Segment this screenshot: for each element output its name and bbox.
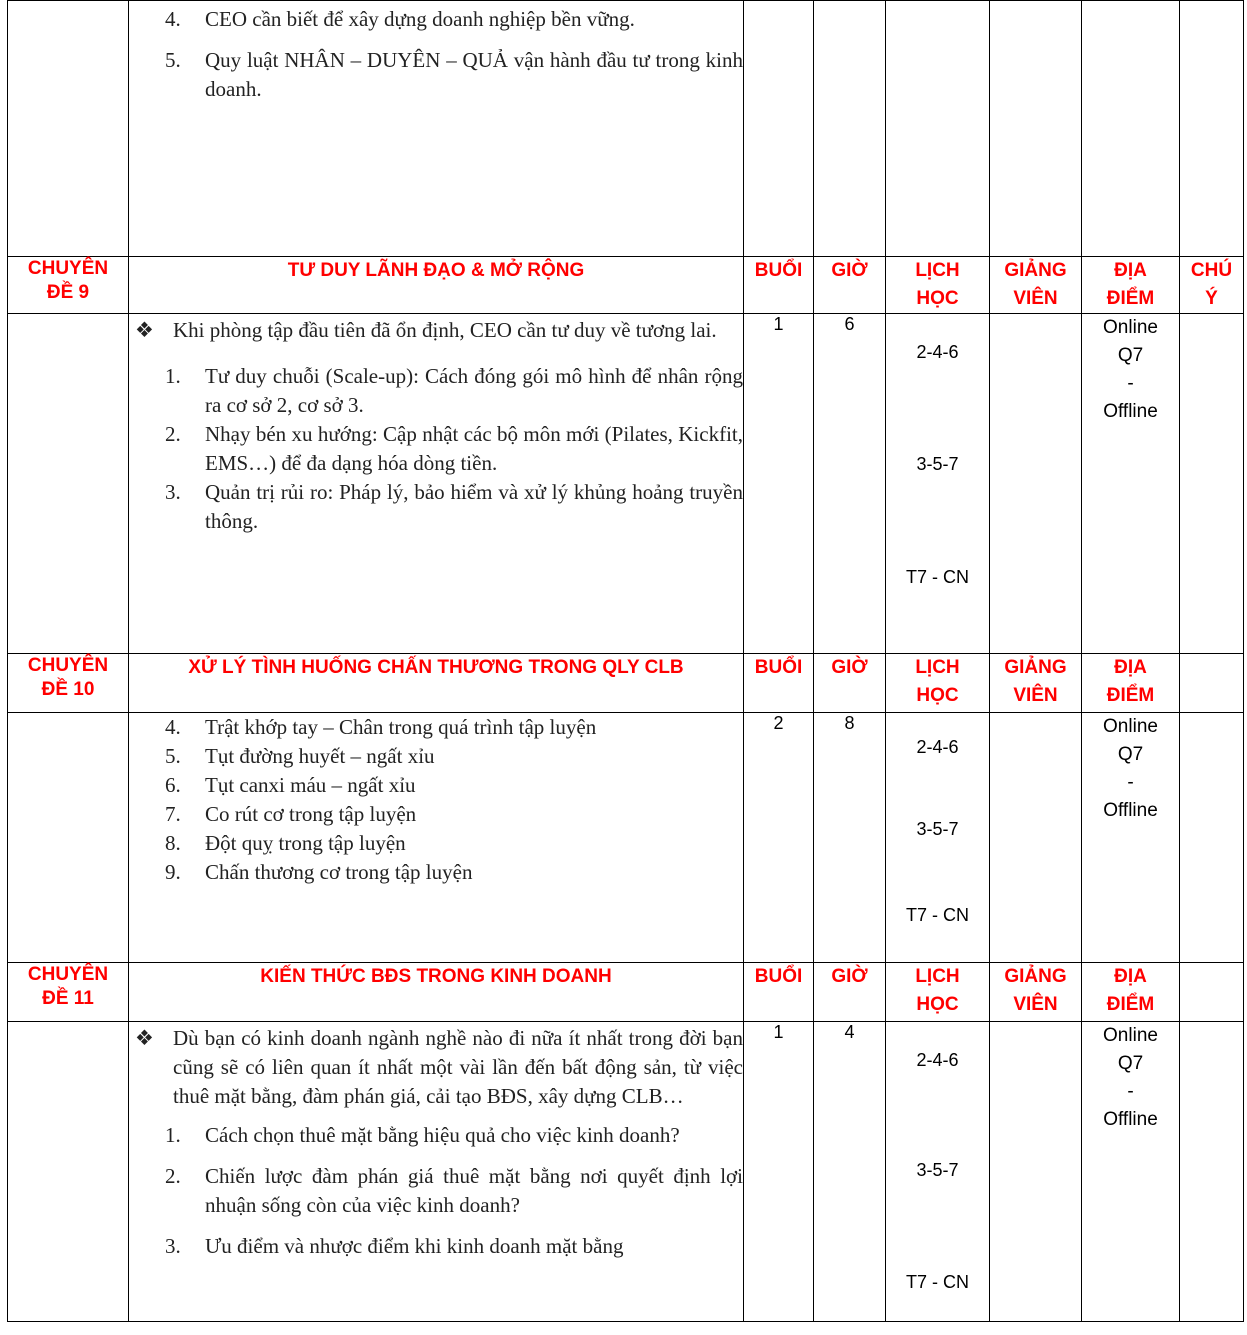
col-gio: GIỜ [814, 654, 886, 713]
col-buoi: BUỔI [744, 257, 814, 314]
topic-cell [129, 1022, 744, 1322]
col-dia-diem: ĐỊA ĐIỂM [1082, 963, 1180, 1022]
list-item: 4. CEO cần biết để xây dựng doanh nghiệp bền vững. [165, 7, 635, 31]
list-item: 3. Quản trị rủi ro: Pháp lý, bảo hiểm và xử lý khủng hoảng truyền thông. [165, 480, 743, 533]
schedule-cell [886, 314, 990, 654]
sessions-value: 2 [744, 713, 814, 963]
list-item: 7. Co rút cơ trong tập luyện [165, 802, 417, 826]
list-item: 3. Ưu điểm và nhược điểm khi kinh doanh mặt bằng [165, 1234, 624, 1258]
section-title: XỬ LÝ TÌNH HUỐNG CHẤN THƯƠNG TRONG QLY CLB [129, 654, 744, 713]
topic-cell [129, 1, 744, 257]
list-item: 5. Quy luật NHÂN – DUYÊN – QUẢ vận hành đầu tư trong kinh doanh. [165, 48, 743, 101]
col-dia-diem: ĐỊA ĐIỂM [1082, 257, 1180, 314]
list-item: 2. Nhạy bén xu hướng: Cập nhật các bộ môn mới (Pilates, Kickfit, EMS…) để đa dạng hóa dòng tiền. [165, 422, 743, 475]
list-item: 2. Chiến lược đàm phán giá thuê mặt bằng nơi quyết định lợi nhuận sống còn của việc kinh doanh? [165, 1164, 743, 1217]
section-title: KIẾN THỨC BĐS TRONG KINH DOANH [129, 963, 744, 1022]
section-header-11 [8, 963, 1244, 1022]
bullet-item: ❖ Khi phòng tập đầu tiên đã ổn định, CEO cần tư duy về tương lai. [129, 316, 743, 345]
section-header-9 [8, 257, 1244, 314]
list-item: 4. Trật khớp tay – Chân trong quá trình tập luyện [165, 715, 597, 739]
schedule-cell [886, 1022, 990, 1322]
sessions-value: 1 [744, 314, 814, 654]
note-cell [1180, 1022, 1244, 1322]
note-cell [1180, 713, 1244, 963]
list-item: 9. Chấn thương cơ trong tập luyện [165, 860, 473, 884]
note-cell [1180, 314, 1244, 654]
schedule-option: 3-5-7 [916, 454, 959, 474]
list-item: 1. Tư duy chuỗi (Scale-up): Cách đóng gói mô hình để nhân rộng ra cơ sở 2, cơ sở 3. [165, 364, 743, 417]
bullet-item: ❖ Dù bạn có kinh doanh ngành nghề nào đi nữa ít nhất trong đời bạn cũng sẽ có liên quan ít nhất một vài lần đến bất động sản, từ việc thuê mặt bằng, đàm phán giá, cải tạo BĐS, xây dựng CLB… [129, 1024, 743, 1111]
col-chu-y: CHÚ Ý [1180, 257, 1244, 314]
schedule-option: 2-4-6 [916, 737, 959, 757]
diamond-bullet-icon: ❖ [135, 318, 154, 342]
continuation-row [8, 1, 1244, 257]
list-item: 8. Đột quỵ trong tập luyện [165, 831, 406, 855]
section-label: CHUYÊN ĐỀ 11 [8, 963, 129, 1022]
col-dia-diem: ĐỊA ĐIỂM [1082, 654, 1180, 713]
section-label: CHUYÊN ĐỀ 9 [8, 257, 129, 314]
lecturer-cell [990, 713, 1082, 963]
col-lich-hoc: LỊCH HỌC [886, 963, 990, 1022]
col-giang-vien: GIẢNG VIÊN [990, 963, 1082, 1022]
hours-value: 8 [814, 713, 886, 963]
sessions-value: 1 [744, 1022, 814, 1322]
schedule-option: 2-4-6 [916, 1050, 959, 1070]
hours-value: 6 [814, 314, 886, 654]
col-lich-hoc: LỊCH HỌC [886, 257, 990, 314]
schedule-cell [886, 713, 990, 963]
schedule-option: 3-5-7 [916, 819, 959, 839]
col-lich-hoc: LỊCH HỌC [886, 654, 990, 713]
col-buoi: BUỔI [744, 654, 814, 713]
list-item: 6. Tụt canxi máu – ngất xỉu [165, 773, 416, 797]
hours-value: 4 [814, 1022, 886, 1322]
col-giang-vien: GIẢNG VIÊN [990, 654, 1082, 713]
section-body-11 [8, 1022, 1244, 1322]
schedule-option: T7 - CN [906, 905, 969, 925]
col-giang-vien: GIẢNG VIÊN [990, 257, 1082, 314]
lecturer-cell [990, 1022, 1082, 1322]
location-cell: Online Q7 - Offline [1082, 1022, 1180, 1322]
list-item: 1. Cách chọn thuê mặt bằng hiệu quả cho việc kinh doanh? [165, 1123, 680, 1147]
location-cell: Online Q7 - Offline [1082, 314, 1180, 654]
schedule-option: T7 - CN [906, 1272, 969, 1292]
col-gio: GIỜ [814, 257, 886, 314]
schedule-option: T7 - CN [906, 567, 969, 587]
lecturer-cell [990, 314, 1082, 654]
section-body-9 [8, 314, 1244, 654]
section-body-10 [8, 713, 1244, 963]
col-buoi: BUỔI [744, 963, 814, 1022]
topic-cell [129, 713, 744, 963]
schedule-option: 2-4-6 [916, 342, 959, 362]
col-gio: GIỜ [814, 963, 886, 1022]
schedule-option: 3-5-7 [916, 1160, 959, 1180]
diamond-bullet-icon: ❖ [135, 1026, 154, 1050]
section-header-10 [8, 654, 1244, 713]
curriculum-table [7, 0, 1244, 1322]
location-cell: Online Q7 - Offline [1082, 713, 1180, 963]
topic-cell [129, 314, 744, 654]
section-title: TƯ DUY LÃNH ĐẠO & MỞ RỘNG [129, 257, 744, 314]
section-label: CHUYÊN ĐỀ 10 [8, 654, 129, 713]
list-item: 5. Tụt đường huyết – ngất xỉu [165, 744, 435, 768]
